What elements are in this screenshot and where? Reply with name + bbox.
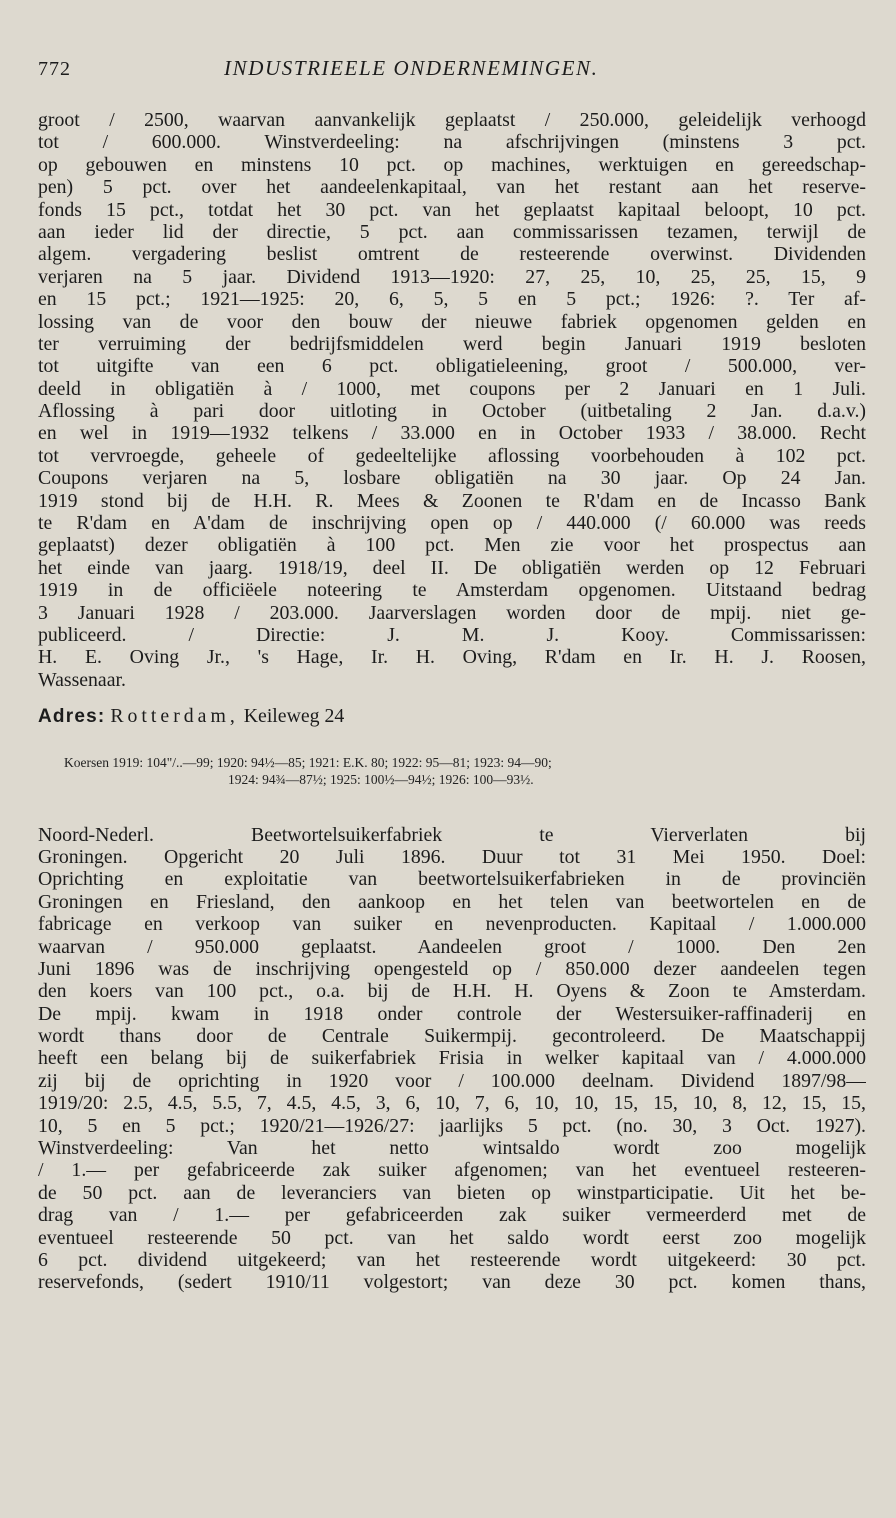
text-line: De mpij. kwam in 1918 onder controle der Westersuiker-raffinaderij en <box>38 1002 866 1025</box>
text-line: Groningen en Friesland, den aankoop en het telen van beetwortelen en de <box>38 890 866 913</box>
text-line: wordt thans door de Centrale Suikermpij. gecontroleerd. De Maatschappij <box>38 1025 866 1048</box>
text-line: zij bij de oprichting in 1920 voor / 100.000 deelnam. Dividend 1897/98— <box>38 1069 866 1092</box>
text-line: Aflossing à pari door uitloting in October (uitbetaling 2 Jan. d.a.v.) <box>38 400 866 423</box>
text-line: Coupons verjaren na 5, losbare obligatiën na 30 jaar. Op 24 Jan. <box>38 467 866 490</box>
text-line: reservefonds, (sedert 1910/11 volgestort; van deze 30 pct. komen thans, <box>38 1271 866 1294</box>
section-2-body <box>38 824 866 1294</box>
text-line: ter verruiming der bedrijfsmiddelen werd begin Januari 1919 besloten <box>38 332 866 355</box>
page-header <box>38 56 866 81</box>
text-line: Wassenaar. <box>38 668 126 691</box>
text-line: Juni 1896 was de inschrijving opengesteld op / 850.000 dezer aandeelen tegen <box>38 957 866 980</box>
text-line: te R'dam en A'dam de inschrijving open op / 440.000 (/ 60.000 was reeds <box>38 512 866 535</box>
text-line: verjaren na 5 jaar. Dividend 1913—1920: 27, 25, 10, 25, 25, 15, 9 <box>38 265 866 288</box>
section-1-body <box>38 109 866 691</box>
text-line: fonds 15 pct., totdat het 30 pct. van het geplaatst kapitaal beloopt, 10 pct. <box>38 198 866 221</box>
text-line: tot uitgifte van een 6 pct. obligatieleening, groot / 500.000, ver- <box>38 355 866 378</box>
text-line: geplaatst) dezer obligatiën à 100 pct. Men zie voor het prospectus aan <box>38 534 866 557</box>
text-line: tot vervroegde, geheele of gedeeltelijke aflossing voorbehouden à 102 pct. <box>38 444 866 467</box>
page-number: 772 <box>38 58 71 80</box>
price-quotes <box>38 754 866 788</box>
text-line: heeft een belang bij de suikerfabriek Frisia in welker kapitaal van / 4.000.000 <box>38 1047 866 1070</box>
text-line: 1919/20: 2.5, 4.5, 5.5, 7, 4.5, 4.5, 3, 6, 10, 7, 6, 10, 10, 15, 15, 10, 8, 12, 15, 15, <box>38 1092 866 1115</box>
text-line: en 15 pct.; 1921—1925: 20, 6, 5, 5 en 5 pct.; 1926: ?. Ter af- <box>38 288 866 311</box>
address-line <box>38 705 866 727</box>
text-line: Oprichting en exploitatie van beetwortelsuikerfabrieken in de provinciën <box>38 868 866 891</box>
text-line: 1919 stond bij de H.H. R. Mees & Zoonen te R'dam en de Incasso Bank <box>38 489 866 512</box>
text-line: deeld in obligatiën à / 1000, met coupons per 2 Januari en 1 Juli. <box>38 377 866 400</box>
text-line: tot / 600.000. Winstverdeeling: na afschrijvingen (minstens 3 pct. <box>38 131 866 154</box>
text-line: 6 pct. dividend uitgekeerd; van het resteerende wordt uitgekeerd: 30 pct. <box>38 1248 866 1271</box>
text-line: 1919 in de officiëele noteering te Amsterdam opgenomen. Uitstaand bedrag <box>38 579 866 602</box>
text-line: Groningen. Opgericht 20 Juli 1896. Duur tot 31 Mei 1950. Doel: <box>38 845 866 868</box>
text-line: 10, 5 en 5 pct.; 1920/21—1926/27: jaarlijks 5 pct. (no. 30, 3 Oct. 1927). <box>38 1114 866 1137</box>
text-line: lossing van de voor den bouw der nieuwe fabriek opgenomen gelden en <box>38 310 866 333</box>
running-title: INDUSTRIEELE ONDERNEMINGEN. <box>224 56 599 80</box>
text-line: publiceerd. / Directie: J. M. J. Kooy. Commissarissen: <box>38 623 866 646</box>
text-line: waarvan / 950.000 geplaatst. Aandeelen groot / 1000. Den 2en <box>38 935 866 958</box>
text-line: pen) 5 pct. over het aandeelenkapitaal, van het restant aan het reserve- <box>38 176 866 199</box>
text-line: fabricage en verkoop van suiker en nevenproducten. Kapitaal / 1.000.000 <box>38 913 866 936</box>
text-line: algem. vergadering beslist omtrent de resteerende overwinst. Dividenden <box>38 243 866 266</box>
text-line: op gebouwen en minstens 10 pct. op machines, werktuigen en gereedschap- <box>38 153 866 176</box>
address-label: Adres: <box>38 706 106 728</box>
text-line: eventueel resteerende 50 pct. van het saldo wordt eerst zoo mogelijk <box>38 1226 866 1249</box>
text-line: / 1.— per gefabriceerde zak suiker afgenomen; van het eventueel resteeren- <box>38 1159 866 1182</box>
text-line: 3 Januari 1928 / 203.000. Jaarverslagen worden door de mpij. niet ge- <box>38 601 866 624</box>
address-city: Rotterdam, <box>110 705 239 728</box>
address-street: Keileweg 24 <box>243 705 345 728</box>
text-line: aan ieder lid der directie, 5 pct. aan commissarissen tezamen, terwijl de <box>38 220 866 243</box>
text-line: Winstverdeeling: Van het netto wintsaldo wordt zoo mogelijk <box>38 1137 866 1160</box>
text-line: H. E. Oving Jr., 's Hage, Ir. H. Oving, R'dam en Ir. H. J. Roosen, <box>38 646 866 669</box>
quotes-line: 1924: 94¾—87½; 1925: 100½—94½; 1926: 100—93½. <box>228 771 534 787</box>
text-line: en wel in 1919—1932 telkens / 33.000 en in October 1933 / 38.000. Recht <box>38 422 866 445</box>
quotes-line: Koersen 1919: 104"/..—99; 1920: 94½—85; 1921: E.K. 80; 1922: 95—81; 1923: 94—90; <box>64 754 552 770</box>
text-line: groot / 2500, waarvan aanvankelijk geplaatst / 250.000, geleidelijk verhoogd <box>38 109 866 131</box>
text-line: Noord-Nederl. Beetwortelsuikerfabriek te Vierverlaten bij <box>38 823 866 846</box>
text-line: drag van / 1.— per gefabriceerden zak suiker vermeerderd met de <box>38 1204 866 1227</box>
text-line: den koers van 100 pct., o.a. bij de H.H. H. Oyens & Zoon te Amsterdam. <box>38 980 866 1003</box>
text-line: het einde van jaarg. 1918/19, deel II. De obligatiën werden op 12 Februari <box>38 556 866 579</box>
text-line: de 50 pct. aan de leveranciers van bieten op winstparticipatie. Uit het be- <box>38 1181 866 1204</box>
